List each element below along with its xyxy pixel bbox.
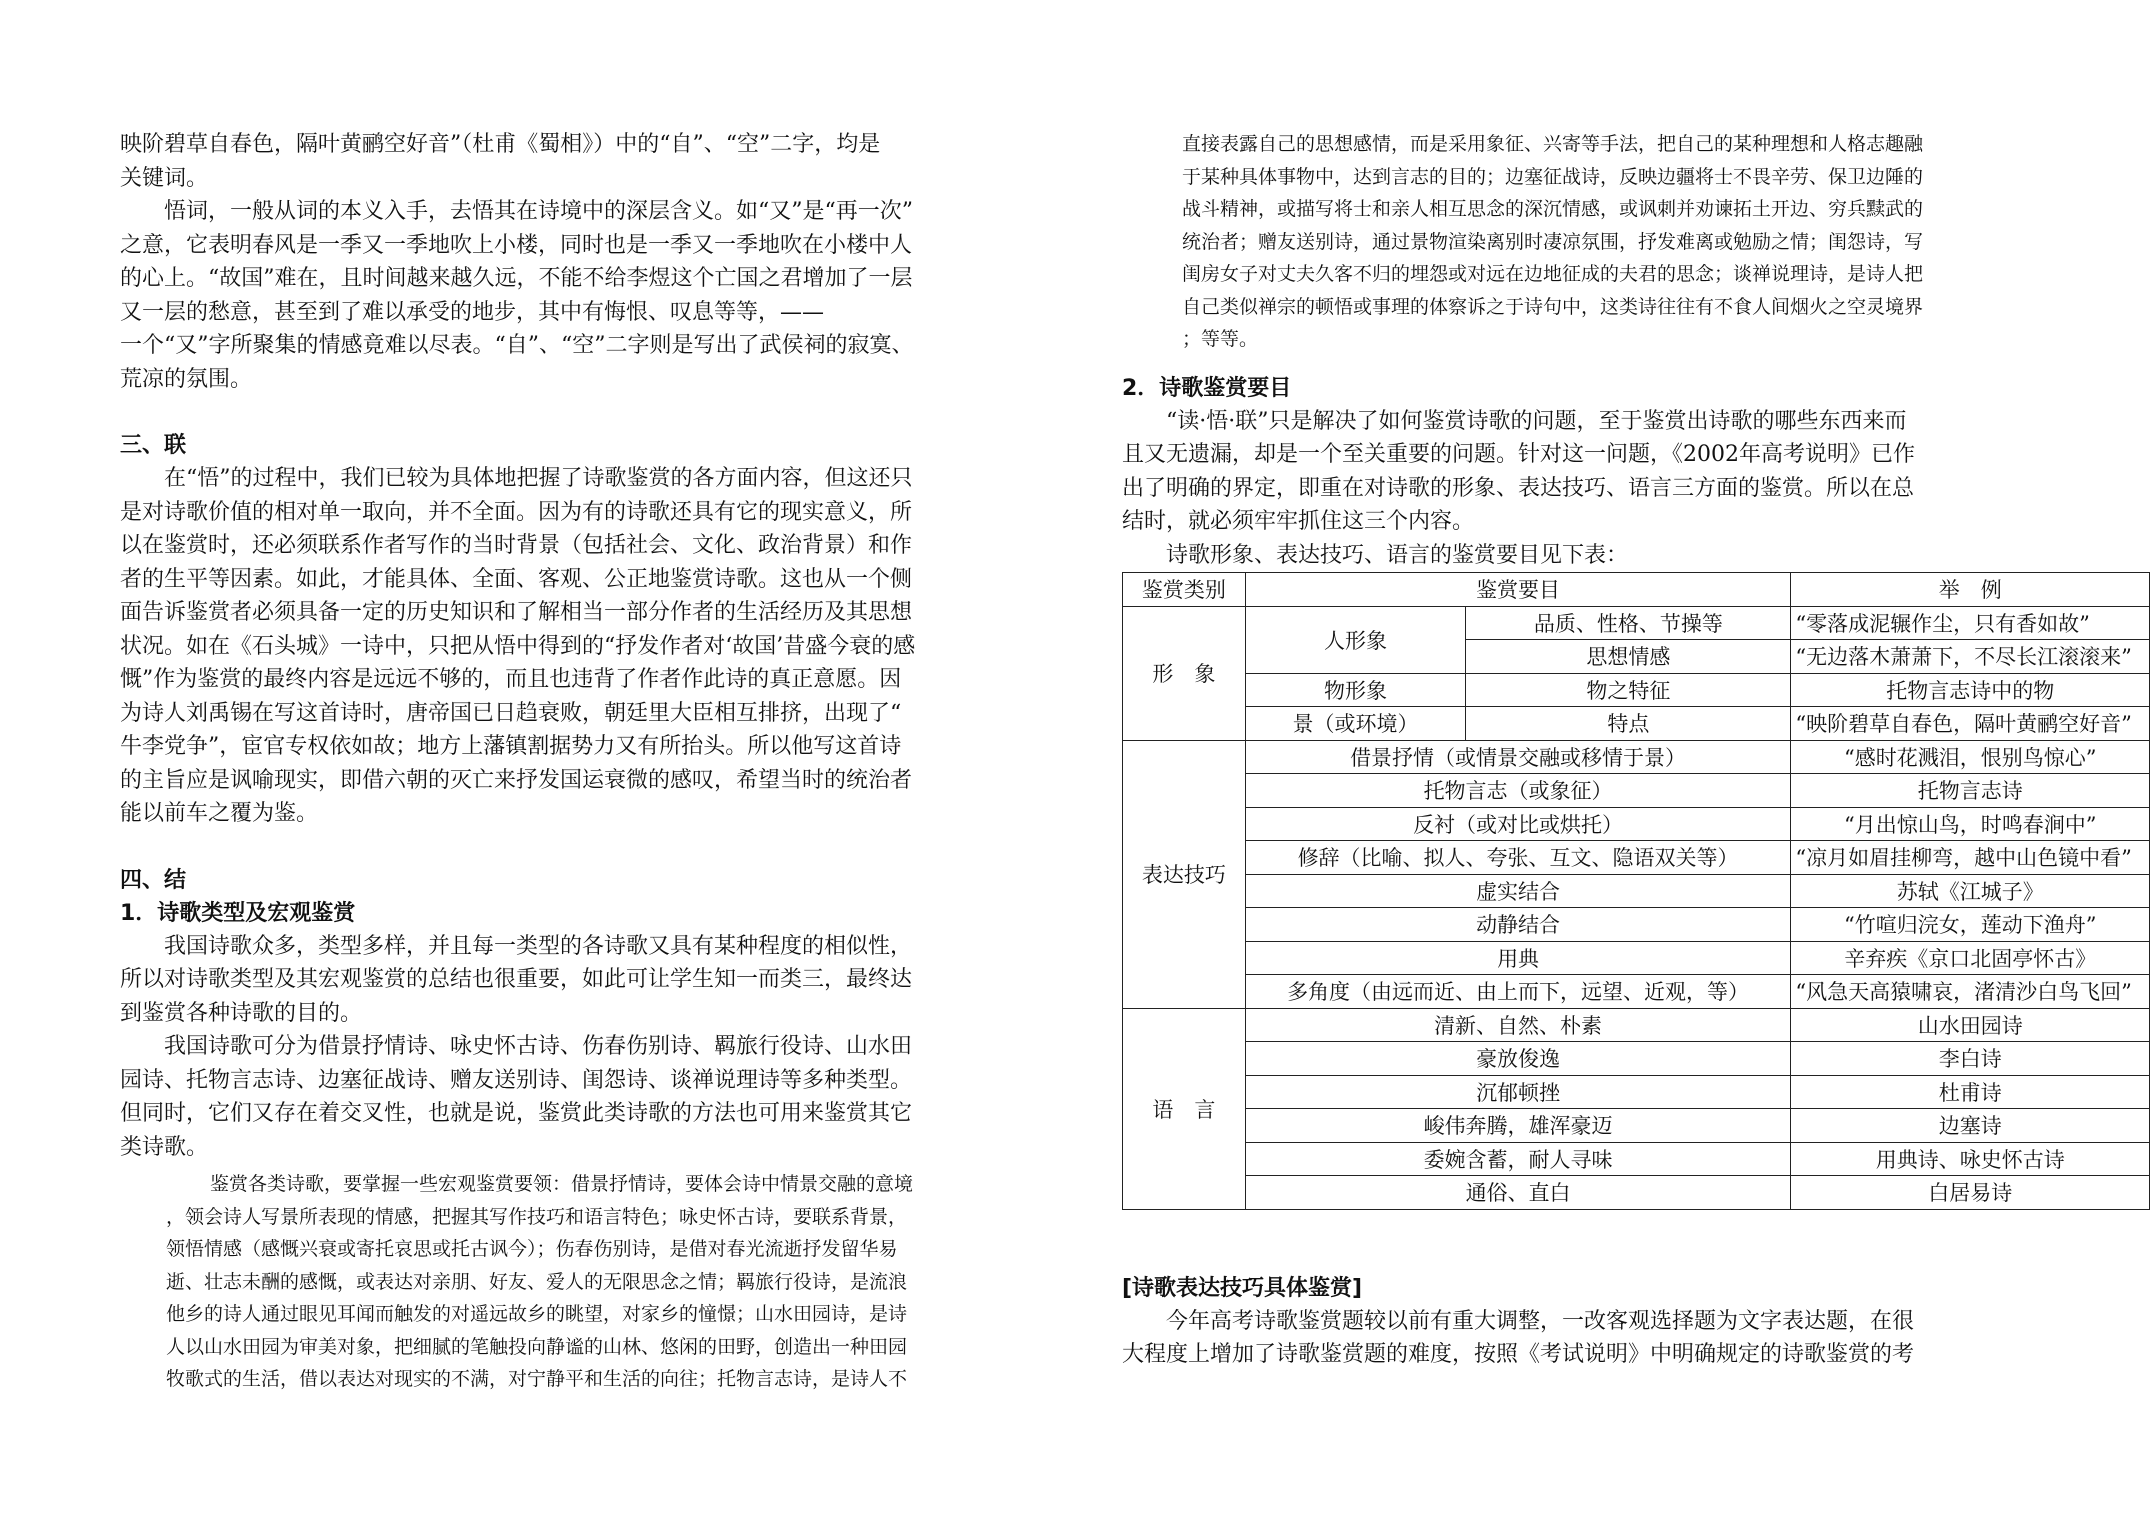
table-cell: 品质、性格、节操等 (1466, 606, 1791, 640)
table-cell: 人形象 (1245, 606, 1466, 673)
text-line: 的主旨应是讽喻现实，即借六朝的灭亡来抒发国运衰微的感叹，希望当时的统治者 (120, 767, 913, 793)
note-line: 直接表露自己的思想感情，而是采用象征、兴寄等手法，把自己的某种理想和人格志趣融 (1182, 133, 1924, 155)
table-cell: 用典 (1245, 941, 1791, 975)
text-line: 一个“又”字所聚集的情感竟难以尽表。“自”、“空”二字则是写出了武侯祠的寂寞、 (120, 333, 914, 358)
table-cell: 景（或环境） (1245, 707, 1466, 741)
text-line: 是对诗歌价值的相对单一取向，并不全面。因为有的诗歌还具有它的现实意义，所 (120, 499, 913, 525)
text-line: 为诗人刘禹锡在写这首诗时，唐帝国已日趋衰败，朝廷里大臣相互排挤，出现了“ (120, 700, 902, 726)
section-heading-san: 三、联 (120, 433, 187, 458)
table-cell: 苏轼《江城子》 (1791, 874, 2150, 908)
note-line: 逝、壮志未酬的感慨，或表达对亲朋、好友、爱人的无限思念之情；羁旅行役诗，是流浪 (166, 1270, 908, 1293)
note-line: 人以山水田园为审美对象，把细腻的笔触投向静谧的山林、悠闲的田野，创造出一种田园 (166, 1335, 908, 1358)
text-line: 且又无遗漏，却是一个至关重要的问题。针对这一问题，《2002年高考说明》已作 (1122, 442, 1915, 467)
table-cell: 修辞（比喻、拟人、夸张、互文、隐语双关等） (1245, 841, 1791, 875)
table-cell: 托物言志诗 (1791, 774, 2150, 808)
text-line: 状况。如在《石头城》一诗中，只把从悟中得到的“抒发作者对‘故国’昔盛今衰的感 (120, 633, 916, 659)
table-row (1123, 975, 2150, 1009)
table-row (1123, 807, 2150, 841)
table-cell: 思想情感 (1466, 640, 1791, 674)
table-row (1123, 941, 2150, 975)
header-cell: 鉴赏要目 (1245, 573, 1791, 607)
text-line: 者的生平等因素。如此，才能具体、全面、客观、公正地鉴赏诗歌。这也从一个侧 (120, 566, 913, 592)
right-column (1122, 128, 2150, 1372)
table-cell: 反衬（或对比或烘托） (1245, 807, 1791, 841)
section-heading-si: 四、结 (120, 867, 187, 893)
table-row (1123, 1109, 2150, 1143)
table-row (1123, 673, 2150, 707)
text-line: 慨”作为鉴赏的最终内容是远远不够的，而且也违背了作者作此诗的真正意愿。因 (120, 667, 902, 692)
table-cell: “凉月如眉挂柳弯，越中山色镜中看” (1791, 841, 2150, 875)
note-line: 战斗精神，或描写将士和亲人相互思念的深沉情感，或讽刺并劝谏拓土开边、穷兵黩武的 (1182, 198, 1924, 220)
table-cell: 山水田园诗 (1791, 1008, 2150, 1042)
note-line: 领悟情感（感慨兴衰或寄托哀思或托古讽今）；伤春伤别诗，是借对春光流逝抒发留华易 (166, 1238, 898, 1260)
text-line: 到鉴赏各种诗歌的目的。 (120, 1000, 363, 1026)
text-line: 之意，它表明春风是一季又一季地吹上小楼，同时也是一季又一季地吹在小楼中人 (120, 232, 913, 258)
text-line: “读·悟·联”只是解决了如何鉴赏诗歌的问题，至于鉴赏出诗歌的哪些东西来而 (1166, 408, 1907, 434)
text-line: 又一层的愁意，甚至到了难以承受的地步，其中有悔恨、叹息等等，—— (120, 299, 825, 325)
table-row (1123, 874, 2150, 908)
table-cell: 借景抒情（或情景交融或移情于景） (1245, 740, 1791, 774)
text-line: 的心上。“故国”难在，且时间越来越久远，不能不给李煜这个亡国之君增加了一层 (120, 266, 913, 291)
note-line: 于某种具体事物中，达到言志的目的；边塞征战诗，反映边疆将士不畏辛劳、保卫边陲的 (1182, 165, 1924, 188)
table-cell: 物形象 (1245, 673, 1466, 707)
note-line: 他乡的诗人通过眼见耳闻而触发的对遥远故乡的眺望，对家乡的憧憬；山水田园诗，是诗 (166, 1303, 908, 1325)
header-cell: 鉴赏类别 (1123, 573, 1246, 607)
table-cell: “感时花溅泪，恨别鸟惊心” (1791, 740, 2150, 774)
table-row (1123, 740, 2150, 774)
table-cell: 托物言志（或象征） (1245, 774, 1791, 808)
table-cell: 李白诗 (1791, 1042, 2150, 1076)
note-line: ，领会诗人写景所表现的情感，把握其写作技巧和语言特色；咏史怀古诗，要联系背景， (166, 1205, 908, 1228)
table-row (1123, 841, 2150, 875)
text-line: 映阶碧草自春色，隔叶黄鹂空好音”（杜甫《蜀相》）中的“自”、“空”二字，均是 (120, 132, 881, 157)
note-line: ；等等。 (1182, 328, 1259, 350)
text-line: 以在鉴赏时，还必须联系作者写作的当时背景（包括社会、文化、政治背景）和作 (120, 533, 913, 558)
table-cell: 用典诗、咏史怀古诗 (1791, 1142, 2150, 1176)
text-line: 园诗、托物言志诗、边塞征战诗、赠友送别诗、闺怨诗、谈禅说理诗等多种类型。 (120, 1067, 913, 1093)
text-line: 牛李党争”，宦官专权依如故；地方上藩镇割据势力又有所抬头。所以他写这首诗 (120, 734, 902, 759)
text-line: 关键词。 (120, 165, 209, 191)
table-row (1123, 1142, 2150, 1176)
table-cell: “无边落木萧萧下，不尽长江滚滚来” (1791, 640, 2150, 674)
category-cell: 形 象 (1123, 606, 1246, 740)
table-cell: 物之特征 (1466, 673, 1791, 707)
table-row (1123, 774, 2150, 808)
note-line: 牧歌式的生活，借以表达对现实的不满，对宁静平和生活的向往；托物言志诗，是诗人不 (166, 1368, 908, 1390)
table-cell: 特点 (1466, 707, 1791, 741)
table-cell: 杜甫诗 (1791, 1075, 2150, 1109)
category-cell: 语 言 (1123, 1008, 1246, 1209)
table-cell: “映阶碧草自春色，隔叶黄鹂空好音” (1791, 707, 2150, 741)
table-cell: “风急天高猿啸哀，渚清沙白鸟飞回” (1791, 975, 2150, 1009)
table-cell: 托物言志诗中的物 (1791, 673, 2150, 707)
subsection-heading: 2．诗歌鉴赏要目 (1122, 375, 1292, 401)
table-cell: 辛弃疾《京口北固亭怀古》 (1791, 941, 2150, 975)
appreciation-table (1122, 572, 2150, 1210)
table-cell: 虚实结合 (1245, 874, 1791, 908)
table-cell: “零落成泥辗作尘，只有香如故” (1791, 606, 2150, 640)
category-cell: 表达技巧 (1123, 740, 1246, 1008)
note-block-continued (1122, 128, 2150, 356)
table-intro: 诗歌形象、表达技巧、语言的鉴赏要目见下表： (1166, 542, 1629, 568)
text-line: 今年高考诗歌鉴赏题较以前有重大调整，一改客观选择题为文字表达题，在很 (1166, 1308, 1915, 1334)
table-row (1123, 1176, 2150, 1210)
table-row (1123, 707, 2150, 741)
table-cell: 清新、自然、朴素 (1245, 1008, 1791, 1042)
table-cell: 白居易诗 (1791, 1176, 2150, 1210)
note-line: 统治者；赠友送别诗，通过景物渲染离别时凄凉氛围，抒发难离或勉励之情；闺怨诗，写 (1182, 230, 1924, 253)
text-line: 结时，就必须牢牢抓住这三个内容。 (1122, 509, 1475, 534)
table-cell: 动静结合 (1245, 908, 1791, 942)
note-line: 自己类似禅宗的顿悟或事理的体察诉之于诗句中，这类诗往往有不食人间烟火之空灵境界 (1182, 295, 1924, 318)
text-line: 能以前车之覆为鉴。 (120, 801, 319, 826)
table-cell: 边塞诗 (1791, 1109, 2150, 1143)
text-line: 荒凉的氛围。 (120, 366, 253, 392)
table-row (1123, 1075, 2150, 1109)
text-line: 所以对诗歌类型及其宏观鉴赏的总结也很重要，如此可让学生知一而类三，最终达 (120, 967, 913, 992)
table-row (1123, 908, 2150, 942)
table-cell: 多角度（由远而近、由上而下，远望、近观，等） (1245, 975, 1791, 1009)
text-line: 类诗歌。 (120, 1134, 209, 1160)
text-line: 我国诗歌众多，类型多样，并且每一类型的各诗歌又具有某种程度的相似性， (164, 933, 913, 959)
table-row (1123, 606, 2150, 640)
table-cell: 通俗、直白 (1245, 1176, 1791, 1210)
left-column (120, 128, 1025, 1396)
subsection-heading: 1．诗歌类型及宏观鉴赏 (120, 900, 356, 926)
header-cell: 举 例 (1791, 573, 2150, 607)
note-block (120, 1168, 1025, 1396)
text-line: 出了明确的界定，即重在对诗歌的形象、表达技巧、语言三方面的鉴赏。所以在总 (1122, 475, 1915, 501)
table-cell: 沉郁顿挫 (1245, 1075, 1791, 1109)
text-line: 我国诗歌可分为借景抒情诗、咏史怀古诗、伤春伤别诗、羁旅行役诗、山水田 (164, 1034, 913, 1059)
table-cell: “月出惊山鸟，时鸣春涧中” (1791, 807, 2150, 841)
table-header-row (1123, 573, 2150, 607)
text-line: 在“悟”的过程中，我们已较为具体地把握了诗歌鉴赏的各方面内容，但这还只 (164, 466, 913, 491)
table-cell: 豪放俊逸 (1245, 1042, 1791, 1076)
text-line: 大程度上增加了诗歌鉴赏题的难度，按照《考试说明》中明确规定的诗歌鉴赏的考 (1122, 1342, 1915, 1367)
table-cell: “竹喧归浣女，莲动下渔舟” (1791, 908, 2150, 942)
text-line: 但同时，它们又存在着交叉性，也就是说，鉴赏此类诗歌的方法也可用来鉴赏其它 (120, 1101, 913, 1126)
note-line: 鉴赏各类诗歌，要掌握一些宏观鉴赏要领：借景抒情诗，要体会诗中情景交融的意境 (210, 1173, 914, 1195)
note-line: 闺房女子对丈夫久客不归的埋怨或对远在边地征成的夫君的思念；谈禅说理诗，是诗人把 (1182, 263, 1924, 285)
table-cell: 峻伟奔腾，雄浑豪迈 (1245, 1109, 1791, 1143)
text-line: 面告诉鉴赏者必须具备一定的历史知识和了解相当一部分作者的生活经历及其思想 (120, 600, 913, 625)
table-row (1123, 1008, 2150, 1042)
table-cell: 委婉含蓄，耐人寻味 (1245, 1142, 1791, 1176)
table-row (1123, 1042, 2150, 1076)
text-line: 悟词，一般从词的本义入手，去悟其在诗境中的深层含义。如“又”是“再一次” (164, 199, 913, 224)
section-heading-techniques: [诗歌表达技巧具体鉴赏] (1122, 1275, 1363, 1301)
